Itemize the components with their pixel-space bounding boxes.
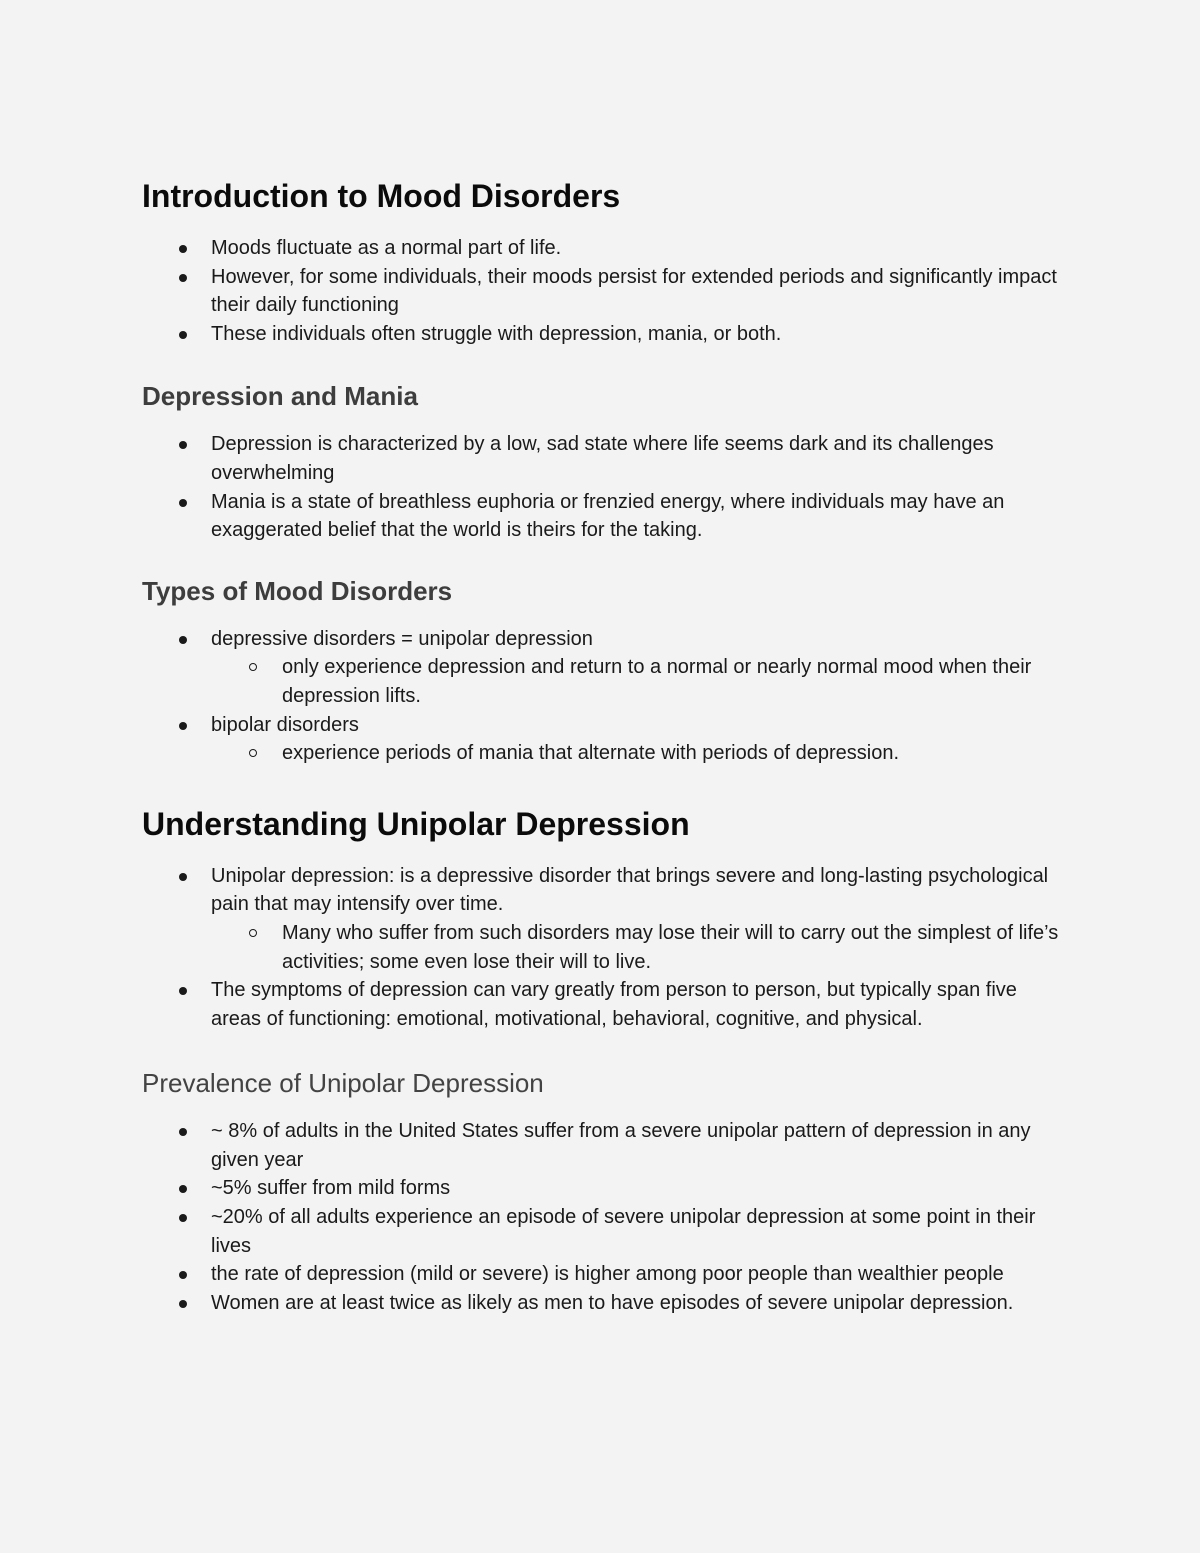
list-item-text: Many who suffer from such disorders may lose their will to carry out the simplest of life’s activities; some even lose their will to live. (282, 921, 1059, 973)
list-item (142, 430, 1062, 487)
depression-mania-list (142, 430, 1062, 544)
list-item-text: the rate of depression (mild or severe) is higher among poor people than wealthier people (211, 1263, 1004, 1286)
bullet-icon (179, 1185, 187, 1193)
list-item-text: depressive disorders = unipolar depression (211, 627, 593, 650)
list-item (142, 234, 1062, 263)
heading-depression-and-mania: Depression and Mania (142, 381, 418, 412)
list-item-text: Women are at least twice as likely as men to have episodes of severe unipolar depression. (211, 1291, 1014, 1314)
bullet-icon (179, 1214, 187, 1222)
list-item (142, 1174, 1062, 1203)
list-item (142, 1289, 1062, 1318)
bullet-icon (179, 274, 187, 282)
list-item-text: only experience depression and return to a normal or nearly normal mood when their depression lifts. (282, 656, 1032, 707)
bullet-icon (179, 245, 187, 253)
list-item (142, 862, 1062, 919)
bullet-icon (179, 873, 187, 881)
list-item-text: Mania is a state of breathless euphoria or frenzied energy, where individuals may have an exaggerated belief that the world is theirs for the taking. (211, 490, 1005, 542)
prevalence-list (142, 1117, 1062, 1317)
list-item-text: bipolar disorders (211, 713, 359, 736)
intro-list (142, 234, 1062, 348)
list-item (142, 263, 1062, 320)
sub-list-item (142, 739, 1062, 768)
list-item (142, 976, 1062, 1033)
hollow-bullet-icon (249, 663, 257, 671)
heading-intro-mood-disorders: Introduction to Mood Disorders (142, 178, 621, 214)
list-item (142, 488, 1062, 545)
bullet-icon (179, 1128, 187, 1136)
list-item (142, 1117, 1062, 1174)
heading-types-of-mood-disorders: Types of Mood Disorders (142, 575, 453, 606)
list-item-text: These individuals often struggle with depression, mania, or both. (211, 322, 782, 345)
list-item-text: ~ 8% of adults in the United States suffer from a severe unipolar pattern of depression in any given year (211, 1120, 1031, 1171)
bullet-icon (179, 441, 187, 449)
hollow-bullet-icon (249, 929, 257, 937)
unipolar-list (142, 862, 1062, 1034)
bullet-icon (179, 987, 187, 995)
bullet-icon (179, 499, 187, 507)
list-item-text: Moods fluctuate as a normal part of life. (211, 237, 562, 259)
list-item (142, 1203, 1062, 1260)
bullet-icon (179, 636, 187, 644)
list-item (142, 625, 1062, 654)
heading-prevalence-of-unipolar-depression: Prevalence of Unipolar Depression (142, 1068, 544, 1099)
list-item-text: Depression is characterized by a low, sad state where life seems dark and its challenges overwhelming (211, 433, 994, 484)
list-item-text: The symptoms of depression can vary greatly from person to person, but typically span five areas of functioning: emotional, motivational, behavioral, cognitive, and physical. (211, 979, 1017, 1030)
list-item-text: experience periods of mania that alternate with periods of depression. (282, 742, 900, 765)
document-body (142, 176, 1062, 1317)
bullet-icon (179, 722, 187, 730)
sub-list-item (142, 919, 1062, 976)
types-list (142, 625, 1062, 768)
list-item (142, 1260, 1062, 1289)
list-item-text: ~20% of all adults experience an episode of severe unipolar depression at some point in their lives (211, 1206, 1036, 1257)
list-item-text: ~5% suffer from mild forms (211, 1177, 451, 1200)
sub-list-item (142, 653, 1062, 710)
bullet-icon (179, 331, 187, 339)
hollow-bullet-icon (249, 749, 257, 757)
bullet-icon (179, 1300, 187, 1308)
list-item-text: However, for some individuals, their moods persist for extended periods and significantly impact their daily functioning (211, 265, 1057, 317)
list-item-text: Unipolar depression: is a depressive disorder that brings severe and long-lasting psychological pain that may intensify over time. (211, 864, 1049, 916)
bullet-icon (179, 1271, 187, 1279)
list-item (142, 320, 1062, 349)
list-item (142, 711, 1062, 740)
heading-understanding-unipolar-depression: Understanding Unipolar Depression (142, 805, 690, 842)
